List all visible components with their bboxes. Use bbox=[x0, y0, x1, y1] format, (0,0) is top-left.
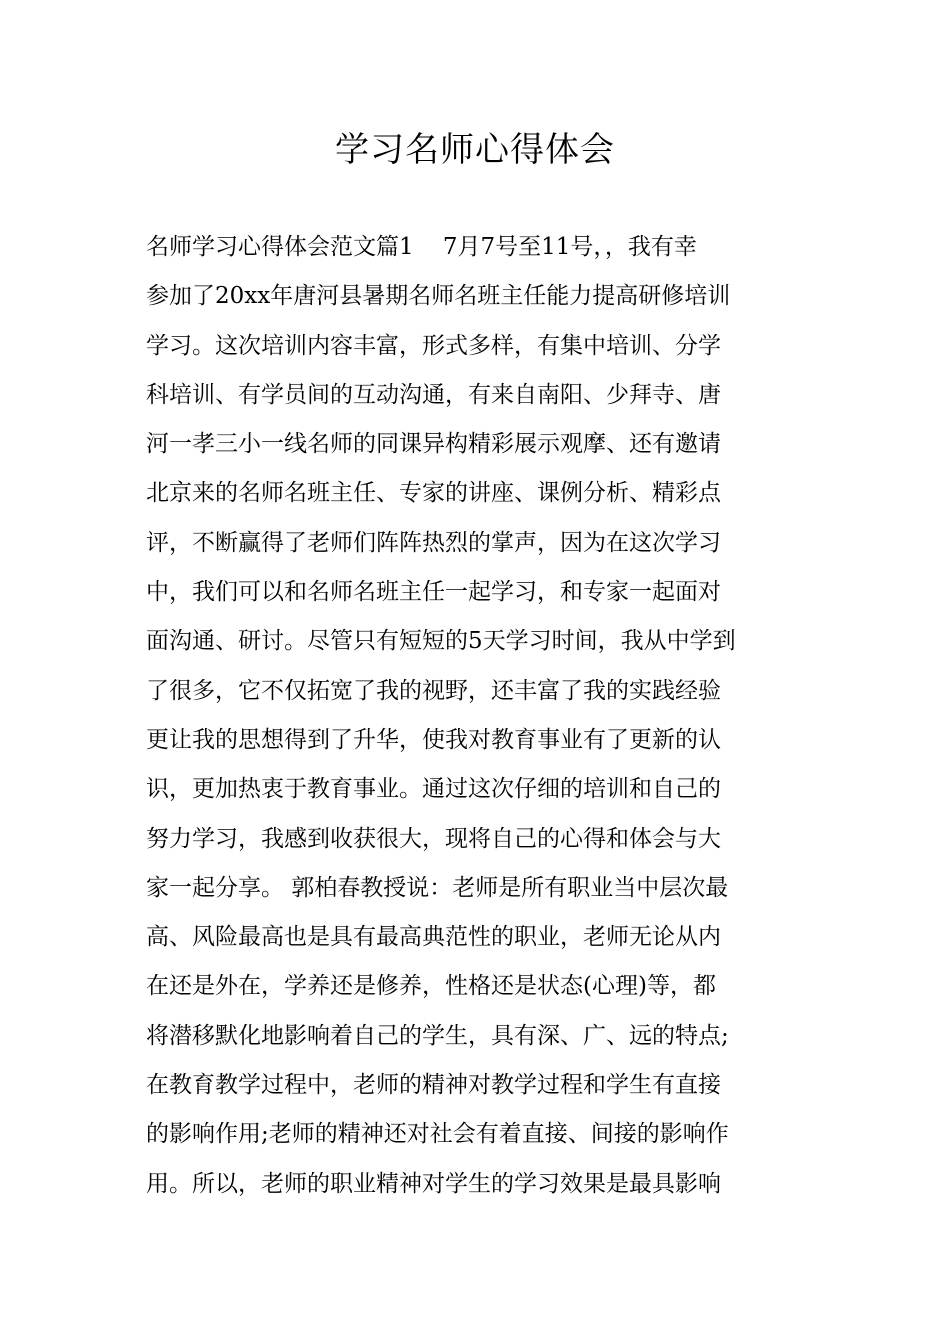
body-line: 识，更加热衷于教育事业。通过这次仔细的培训和自己的 bbox=[146, 776, 721, 803]
body-line: 在教育教学过程中，老师的精神对教学过程和学生有直接 bbox=[146, 1072, 721, 1099]
document-body bbox=[146, 223, 826, 1209]
body-line: 在还是外在，学养还是修养，性格还是状态(心理)等，都 bbox=[146, 973, 716, 1000]
body-line: 学习。这次培训内容丰富，形式多样，有集中培训、分学 bbox=[146, 332, 721, 359]
body-line: 名师学习心得体会范文篇1 7月7号至11号，，我有幸 bbox=[146, 234, 697, 260]
body-line: 北京来的名师名班主任、专家的讲座、课例分析、精彩点 bbox=[146, 480, 721, 507]
body-line: 河一孝三小一线名师的同课异构精彩展示观摩、还有邀请 bbox=[146, 431, 721, 458]
body-line: 将潜移默化地影响着自己的学生，具有深、广、远的特点; bbox=[146, 1022, 729, 1049]
body-line: 家一起分享。 郭柏春教授说：老师是所有职业当中层次最 bbox=[146, 874, 729, 901]
body-line: 中，我们可以和名师名班主任一起学习，和专家一起面对 bbox=[146, 579, 721, 606]
body-line: 努力学习，我感到收获很大，现将自己的心得和体会与大 bbox=[146, 825, 721, 852]
body-line: 面沟通、研讨。尽管只有短短的5天学习时间，我从中学到 bbox=[146, 628, 736, 655]
body-line: 用。所以，老师的职业精神对学生的学习效果是最具影响 bbox=[146, 1170, 721, 1197]
body-line: 科培训、有学员间的互动沟通，有来自南阳、少拜寺、唐 bbox=[146, 381, 721, 408]
body-line: 更让我的思想得到了升华，使我对教育事业有了更新的认 bbox=[146, 726, 721, 753]
body-line: 评，不断赢得了老师们阵阵热烈的掌声，因为在这次学习 bbox=[146, 529, 721, 556]
body-line: 参加了20xx年唐河县暑期名师名班主任能力提高研修培训 bbox=[146, 283, 731, 310]
body-line: 高、风险最高也是具有最高典范性的职业，老师无论从内 bbox=[146, 924, 721, 951]
body-line: 的影响作用;老师的精神还对社会有着直接、间接的影响作 bbox=[146, 1121, 729, 1148]
body-line: 了很多，它不仅拓宽了我的视野，还丰富了我的实践经验 bbox=[146, 677, 721, 704]
document-title: 学习名师心得体会 bbox=[335, 130, 615, 170]
